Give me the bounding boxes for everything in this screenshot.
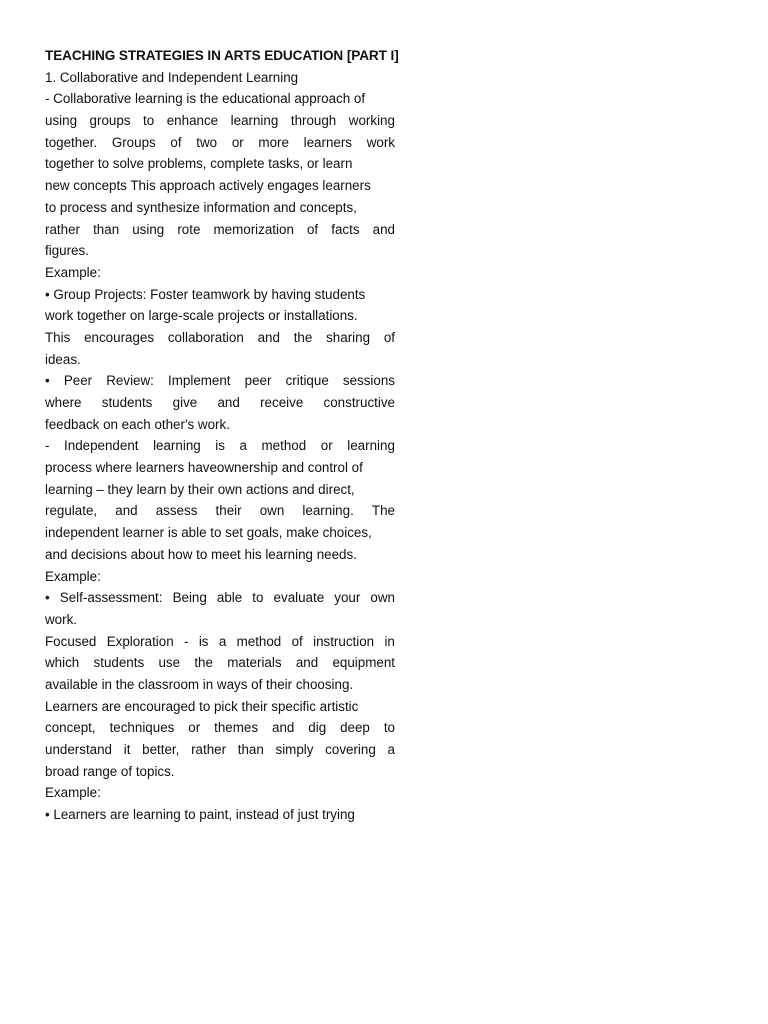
document-line: and decisions about how to meet his learning needs. bbox=[45, 546, 357, 562]
word: method bbox=[261, 438, 307, 454]
word: of bbox=[306, 221, 319, 237]
document-line: Example: bbox=[45, 568, 101, 584]
document-line bbox=[45, 717, 395, 739]
document-line bbox=[45, 327, 395, 349]
word: the bbox=[194, 655, 213, 671]
word: This bbox=[45, 329, 71, 345]
word: and bbox=[272, 720, 295, 736]
word: and bbox=[295, 655, 319, 671]
word: in bbox=[384, 633, 395, 649]
word: Implement bbox=[168, 373, 231, 389]
document-line bbox=[45, 370, 395, 392]
word: method bbox=[236, 633, 282, 649]
document-line bbox=[45, 631, 395, 653]
document-line: to process and synthesize information and concepts, bbox=[45, 199, 357, 215]
word: own bbox=[370, 590, 395, 606]
word: - bbox=[184, 633, 189, 649]
word: of bbox=[291, 633, 303, 649]
document-line: 1. Collaborative and Independent Learning bbox=[45, 69, 299, 85]
word: constructive bbox=[323, 395, 395, 410]
document-line bbox=[45, 739, 395, 761]
document-title: TEACHING STRATEGIES IN ARTS EDUCATION [PART I] bbox=[45, 48, 399, 63]
document-line: process where learners haveownership and control of bbox=[45, 460, 363, 476]
word: which bbox=[45, 655, 80, 671]
word: Focused bbox=[45, 633, 97, 649]
word: a bbox=[218, 633, 227, 649]
word: assess bbox=[155, 503, 198, 519]
word: Being bbox=[172, 590, 207, 606]
document-line bbox=[45, 652, 395, 674]
word: where bbox=[45, 395, 82, 410]
word: dig bbox=[308, 720, 327, 736]
document-line bbox=[45, 435, 395, 457]
word: simply bbox=[275, 742, 314, 757]
word: and bbox=[372, 221, 395, 237]
word: learners bbox=[303, 134, 353, 150]
document-line bbox=[45, 587, 395, 609]
word: to bbox=[143, 113, 155, 129]
document-line bbox=[45, 132, 395, 154]
word: use bbox=[158, 655, 181, 671]
word: Exploration bbox=[106, 633, 174, 649]
word: rather bbox=[191, 742, 227, 757]
word: facts bbox=[331, 221, 360, 237]
word: to bbox=[383, 720, 395, 736]
document-line: learning – they learn by their own actions and direct, bbox=[45, 481, 355, 497]
document-line: broad range of topics. bbox=[45, 763, 175, 779]
document-line bbox=[45, 110, 395, 132]
word: their bbox=[215, 503, 242, 519]
word: learning. bbox=[302, 503, 354, 519]
word: evaluate bbox=[273, 590, 325, 606]
word: and bbox=[257, 329, 280, 345]
word: work bbox=[366, 134, 395, 150]
document-line: Example: bbox=[45, 264, 101, 280]
word: is bbox=[198, 633, 209, 649]
word: The bbox=[371, 503, 395, 519]
document-line: feedback on each other's work. bbox=[45, 416, 230, 432]
word: students bbox=[101, 395, 153, 410]
document-line: available in the classroom in ways of their choosing. bbox=[45, 676, 354, 692]
word: and bbox=[217, 395, 240, 410]
document-line: together to solve problems, complete tasks, or learn bbox=[45, 156, 353, 172]
word: enhance bbox=[166, 113, 219, 129]
document-line: - Collaborative learning is the educational approach of bbox=[45, 91, 366, 107]
document-line: work together on large-scale projects or installations. bbox=[45, 308, 358, 324]
word: Self-assessment: bbox=[59, 590, 163, 606]
word: Independent bbox=[64, 438, 139, 454]
word: regulate, bbox=[45, 503, 98, 519]
word: Review: bbox=[106, 373, 154, 389]
word: able bbox=[216, 590, 243, 606]
document-line: ideas. bbox=[45, 351, 81, 367]
word: together. bbox=[45, 134, 98, 150]
word: the bbox=[293, 329, 313, 345]
word: of bbox=[170, 134, 182, 150]
word: better, bbox=[142, 742, 180, 757]
word: groups bbox=[89, 113, 131, 129]
word: concept, bbox=[45, 720, 96, 736]
word: or bbox=[231, 134, 244, 150]
word: understand bbox=[45, 742, 113, 757]
word: receive bbox=[260, 395, 304, 410]
word: of bbox=[383, 329, 395, 345]
word: techniques bbox=[109, 720, 175, 736]
word: learning bbox=[230, 113, 279, 129]
word: sharing bbox=[326, 329, 371, 345]
word: - bbox=[45, 438, 50, 454]
word: learning bbox=[153, 438, 201, 454]
word: a bbox=[239, 438, 247, 454]
word: themes bbox=[214, 720, 259, 736]
word: is bbox=[215, 438, 225, 454]
word: own bbox=[259, 503, 285, 519]
document-line bbox=[45, 500, 395, 522]
word: memorization bbox=[213, 221, 294, 237]
document-line bbox=[45, 219, 395, 241]
word: Groups bbox=[111, 134, 156, 150]
word: through bbox=[290, 113, 337, 129]
word: using bbox=[132, 221, 165, 237]
document-line: figures. bbox=[45, 243, 89, 259]
word: learning bbox=[347, 438, 395, 454]
word: or bbox=[188, 720, 201, 736]
word: two bbox=[196, 134, 218, 150]
document-line: • Learners are learning to paint, instead of just trying bbox=[45, 807, 355, 823]
word: or bbox=[320, 438, 333, 454]
document-line: new concepts This approach actively engages learners bbox=[45, 178, 371, 194]
word: peer bbox=[244, 373, 272, 389]
word: • bbox=[45, 590, 50, 606]
document-line: work. bbox=[45, 611, 77, 627]
word: instruction bbox=[313, 633, 375, 649]
document-line: Learners are encouraged to pick their specific artistic bbox=[45, 698, 359, 714]
word: collaboration bbox=[167, 329, 244, 345]
word: sessions bbox=[342, 373, 395, 389]
word: working bbox=[348, 113, 395, 129]
word: rote bbox=[177, 221, 201, 237]
word: deep bbox=[340, 720, 370, 736]
word: give bbox=[172, 395, 198, 410]
document-line: • Group Projects: Foster teamwork by having students bbox=[45, 286, 366, 302]
word: it bbox=[123, 742, 131, 757]
word: and bbox=[115, 503, 138, 519]
word: using bbox=[45, 113, 78, 129]
word: rather bbox=[45, 221, 80, 237]
word: covering bbox=[325, 742, 376, 757]
word: Peer bbox=[63, 373, 93, 389]
document-line bbox=[45, 392, 395, 414]
word: encourages bbox=[84, 329, 155, 345]
word: to bbox=[252, 590, 264, 606]
word: than bbox=[93, 221, 120, 237]
word: • bbox=[45, 373, 50, 389]
document-body bbox=[45, 45, 399, 826]
word: students bbox=[93, 655, 145, 671]
word: your bbox=[334, 590, 361, 606]
word: equipment bbox=[332, 655, 395, 671]
word: than bbox=[237, 742, 264, 757]
word: critique bbox=[285, 373, 329, 389]
document-line: independent learner is able to set goals, make choices, bbox=[45, 525, 372, 541]
word: materials bbox=[227, 655, 282, 671]
document-line: Example: bbox=[45, 785, 101, 801]
word: a bbox=[387, 742, 395, 757]
word: more bbox=[258, 134, 289, 150]
